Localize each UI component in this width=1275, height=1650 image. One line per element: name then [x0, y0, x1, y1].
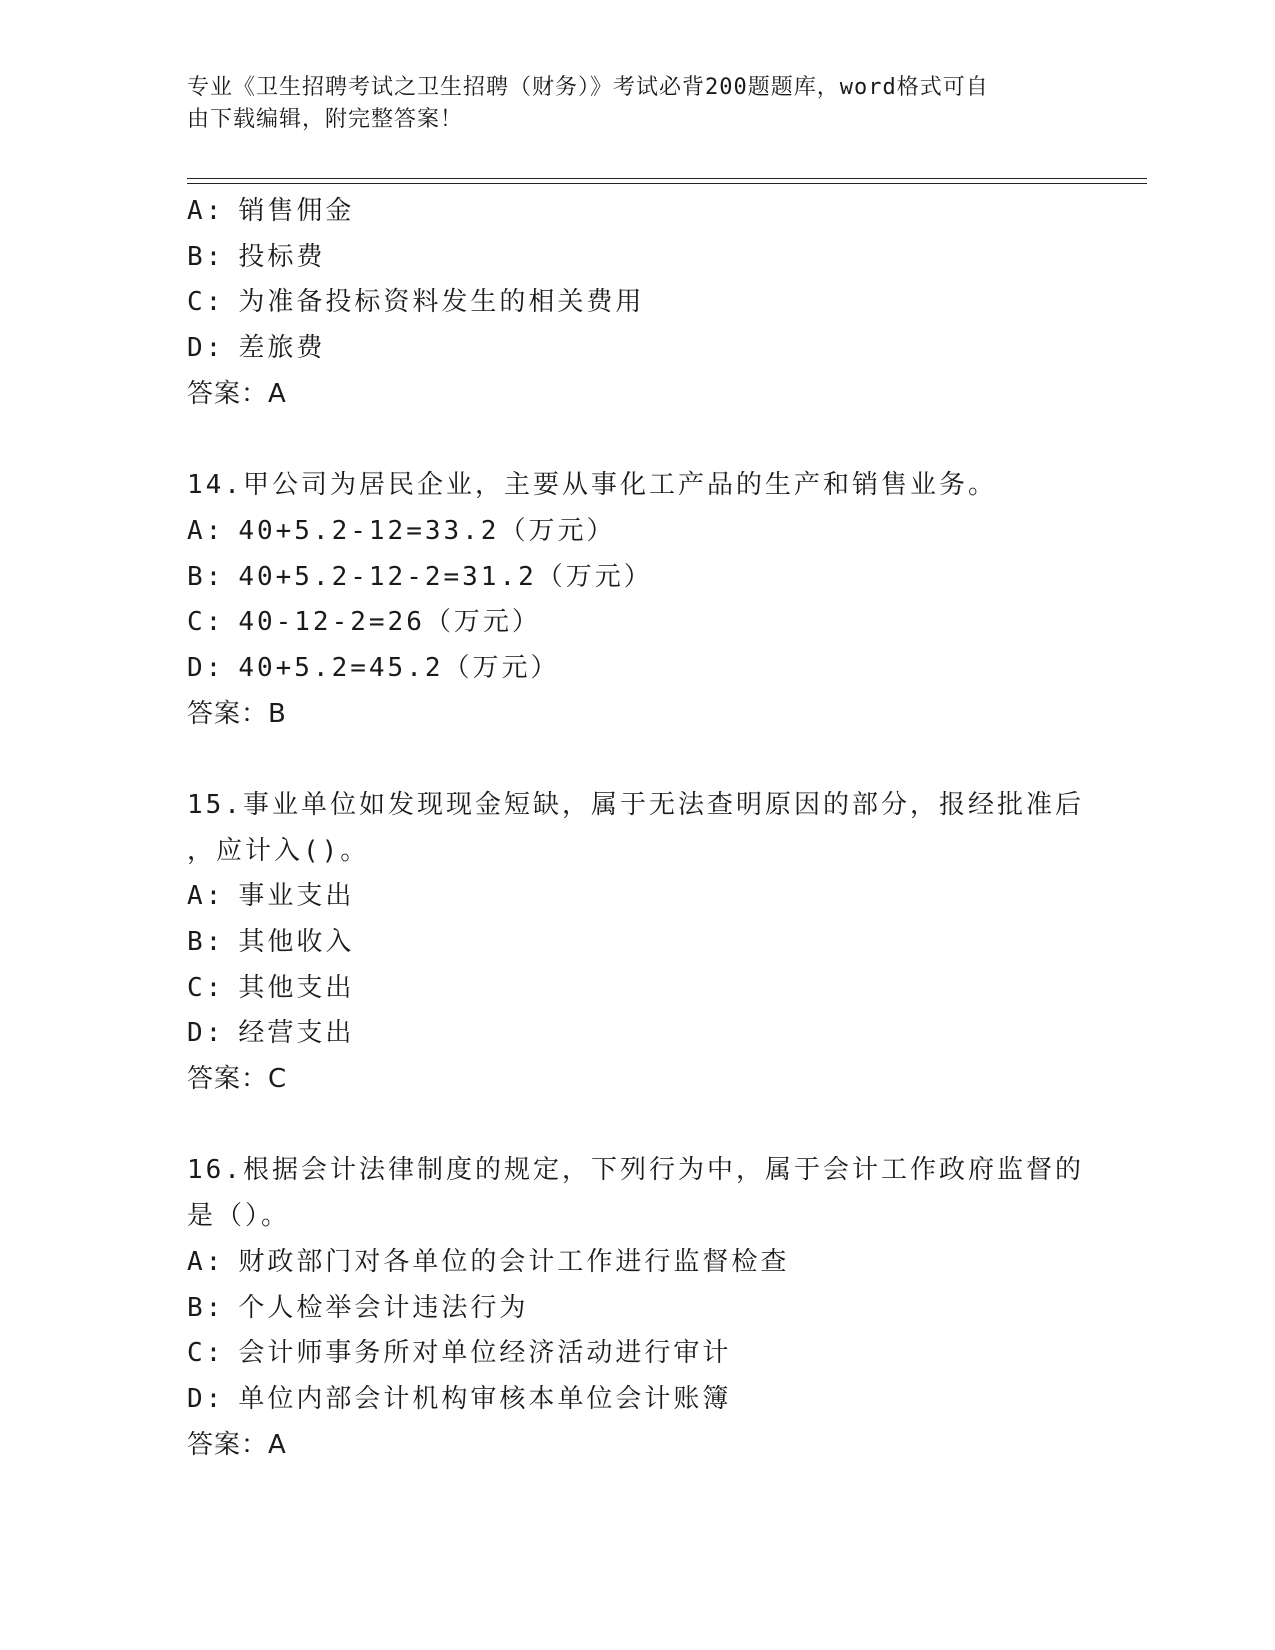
- question-stem: 14.甲公司为居民企业，主要从事化工产品的生产和销售业务。: [187, 470, 997, 501]
- option-b: [187, 1286, 1087, 1332]
- option-c: [187, 280, 1087, 326]
- option-text: 个人检举会计违法行为: [238, 1292, 529, 1323]
- answer-line: 答案：A: [187, 1429, 287, 1460]
- option-letter: B:: [187, 1292, 225, 1323]
- previous-question-block: [187, 189, 1087, 417]
- option-c: [187, 966, 1087, 1012]
- option-text: 40+5.2=45.2（万元）: [238, 652, 560, 683]
- option-letter: D:: [187, 652, 225, 683]
- option-text: 投标费: [238, 241, 326, 272]
- option-letter: C:: [187, 972, 225, 1003]
- option-d: [187, 646, 1087, 692]
- option-letter: D:: [187, 1383, 225, 1414]
- option-letter: C:: [187, 1338, 225, 1369]
- option-text: 财政部门对各单位的会计工作进行监督检查: [238, 1246, 790, 1277]
- option-c: [187, 600, 1087, 646]
- document-header: [187, 72, 1087, 136]
- option-letter: D:: [187, 333, 225, 364]
- option-text: 单位内部会计机构审核本单位会计账簿: [238, 1383, 732, 1414]
- option-a: [187, 874, 1087, 920]
- option-letter: A:: [187, 881, 225, 912]
- option-a: [187, 1240, 1087, 1286]
- header-divider-bottom: [187, 183, 1147, 184]
- option-letter: B:: [187, 561, 225, 592]
- spacer: [187, 1103, 1087, 1149]
- option-text: 销售佣金: [238, 196, 355, 226]
- option-letter: A:: [187, 1246, 225, 1277]
- option-b: [187, 235, 1087, 281]
- header-line-1: 专业《卫生招聘考试之卫生招聘（财务）》考试必背200题题库，word格式可自: [187, 75, 989, 100]
- option-text: 经营支出: [238, 1018, 355, 1049]
- option-d: [187, 326, 1087, 372]
- question-stem: 16.根据会计法律制度的规定，下列行为中，属于会计工作政府监督的: [187, 1155, 1084, 1186]
- question-16: [187, 1148, 1087, 1468]
- question-15: [187, 783, 1087, 1103]
- option-text: 40+5.2-12=33.2（万元）: [238, 515, 616, 546]
- answer-line: 答案：A: [187, 378, 287, 409]
- option-text: 40-12-2=26（万元）: [238, 607, 541, 638]
- question-stem-continued: ，应计入()。: [187, 835, 370, 866]
- question-stem: 15.事业单位如发现现金短缺，属于无法查明原因的部分，报经批准后: [187, 789, 1084, 820]
- header-line-2: 由下载编辑，附完整答案！: [187, 107, 464, 132]
- option-letter: C:: [187, 607, 225, 638]
- option-text: 其他支出: [238, 972, 355, 1003]
- question-list: [187, 189, 1087, 1468]
- answer-line: 答案：B: [187, 698, 287, 729]
- option-text: 会计师事务所对单位经济活动进行审计: [238, 1338, 732, 1369]
- option-text: 为准备投标资料发生的相关费用: [238, 287, 645, 318]
- option-text: 40+5.2-12-2=31.2（万元）: [238, 561, 653, 592]
- question-stem-continued: 是（）。: [187, 1201, 291, 1232]
- option-a: [187, 509, 1087, 555]
- spacer: [187, 737, 1087, 783]
- header-divider-top: [187, 178, 1147, 179]
- option-letter: D:: [187, 1018, 225, 1049]
- option-b: [187, 555, 1087, 601]
- question-14: [187, 463, 1087, 737]
- option-letter: B:: [187, 241, 225, 272]
- spacer: [187, 417, 1087, 463]
- option-letter: A:: [187, 515, 225, 546]
- option-a: [187, 189, 1087, 235]
- option-c: [187, 1331, 1087, 1377]
- option-d: [187, 1011, 1087, 1057]
- option-b: [187, 920, 1087, 966]
- option-text: 事业支出: [238, 881, 355, 912]
- option-text: 其他收入: [238, 927, 355, 957]
- option-d: [187, 1377, 1087, 1423]
- option-text: 差旅费: [238, 333, 326, 364]
- option-letter: A:: [187, 196, 225, 226]
- option-letter: C:: [187, 287, 225, 318]
- option-letter: B:: [187, 927, 225, 957]
- answer-line: 答案：C: [187, 1064, 288, 1095]
